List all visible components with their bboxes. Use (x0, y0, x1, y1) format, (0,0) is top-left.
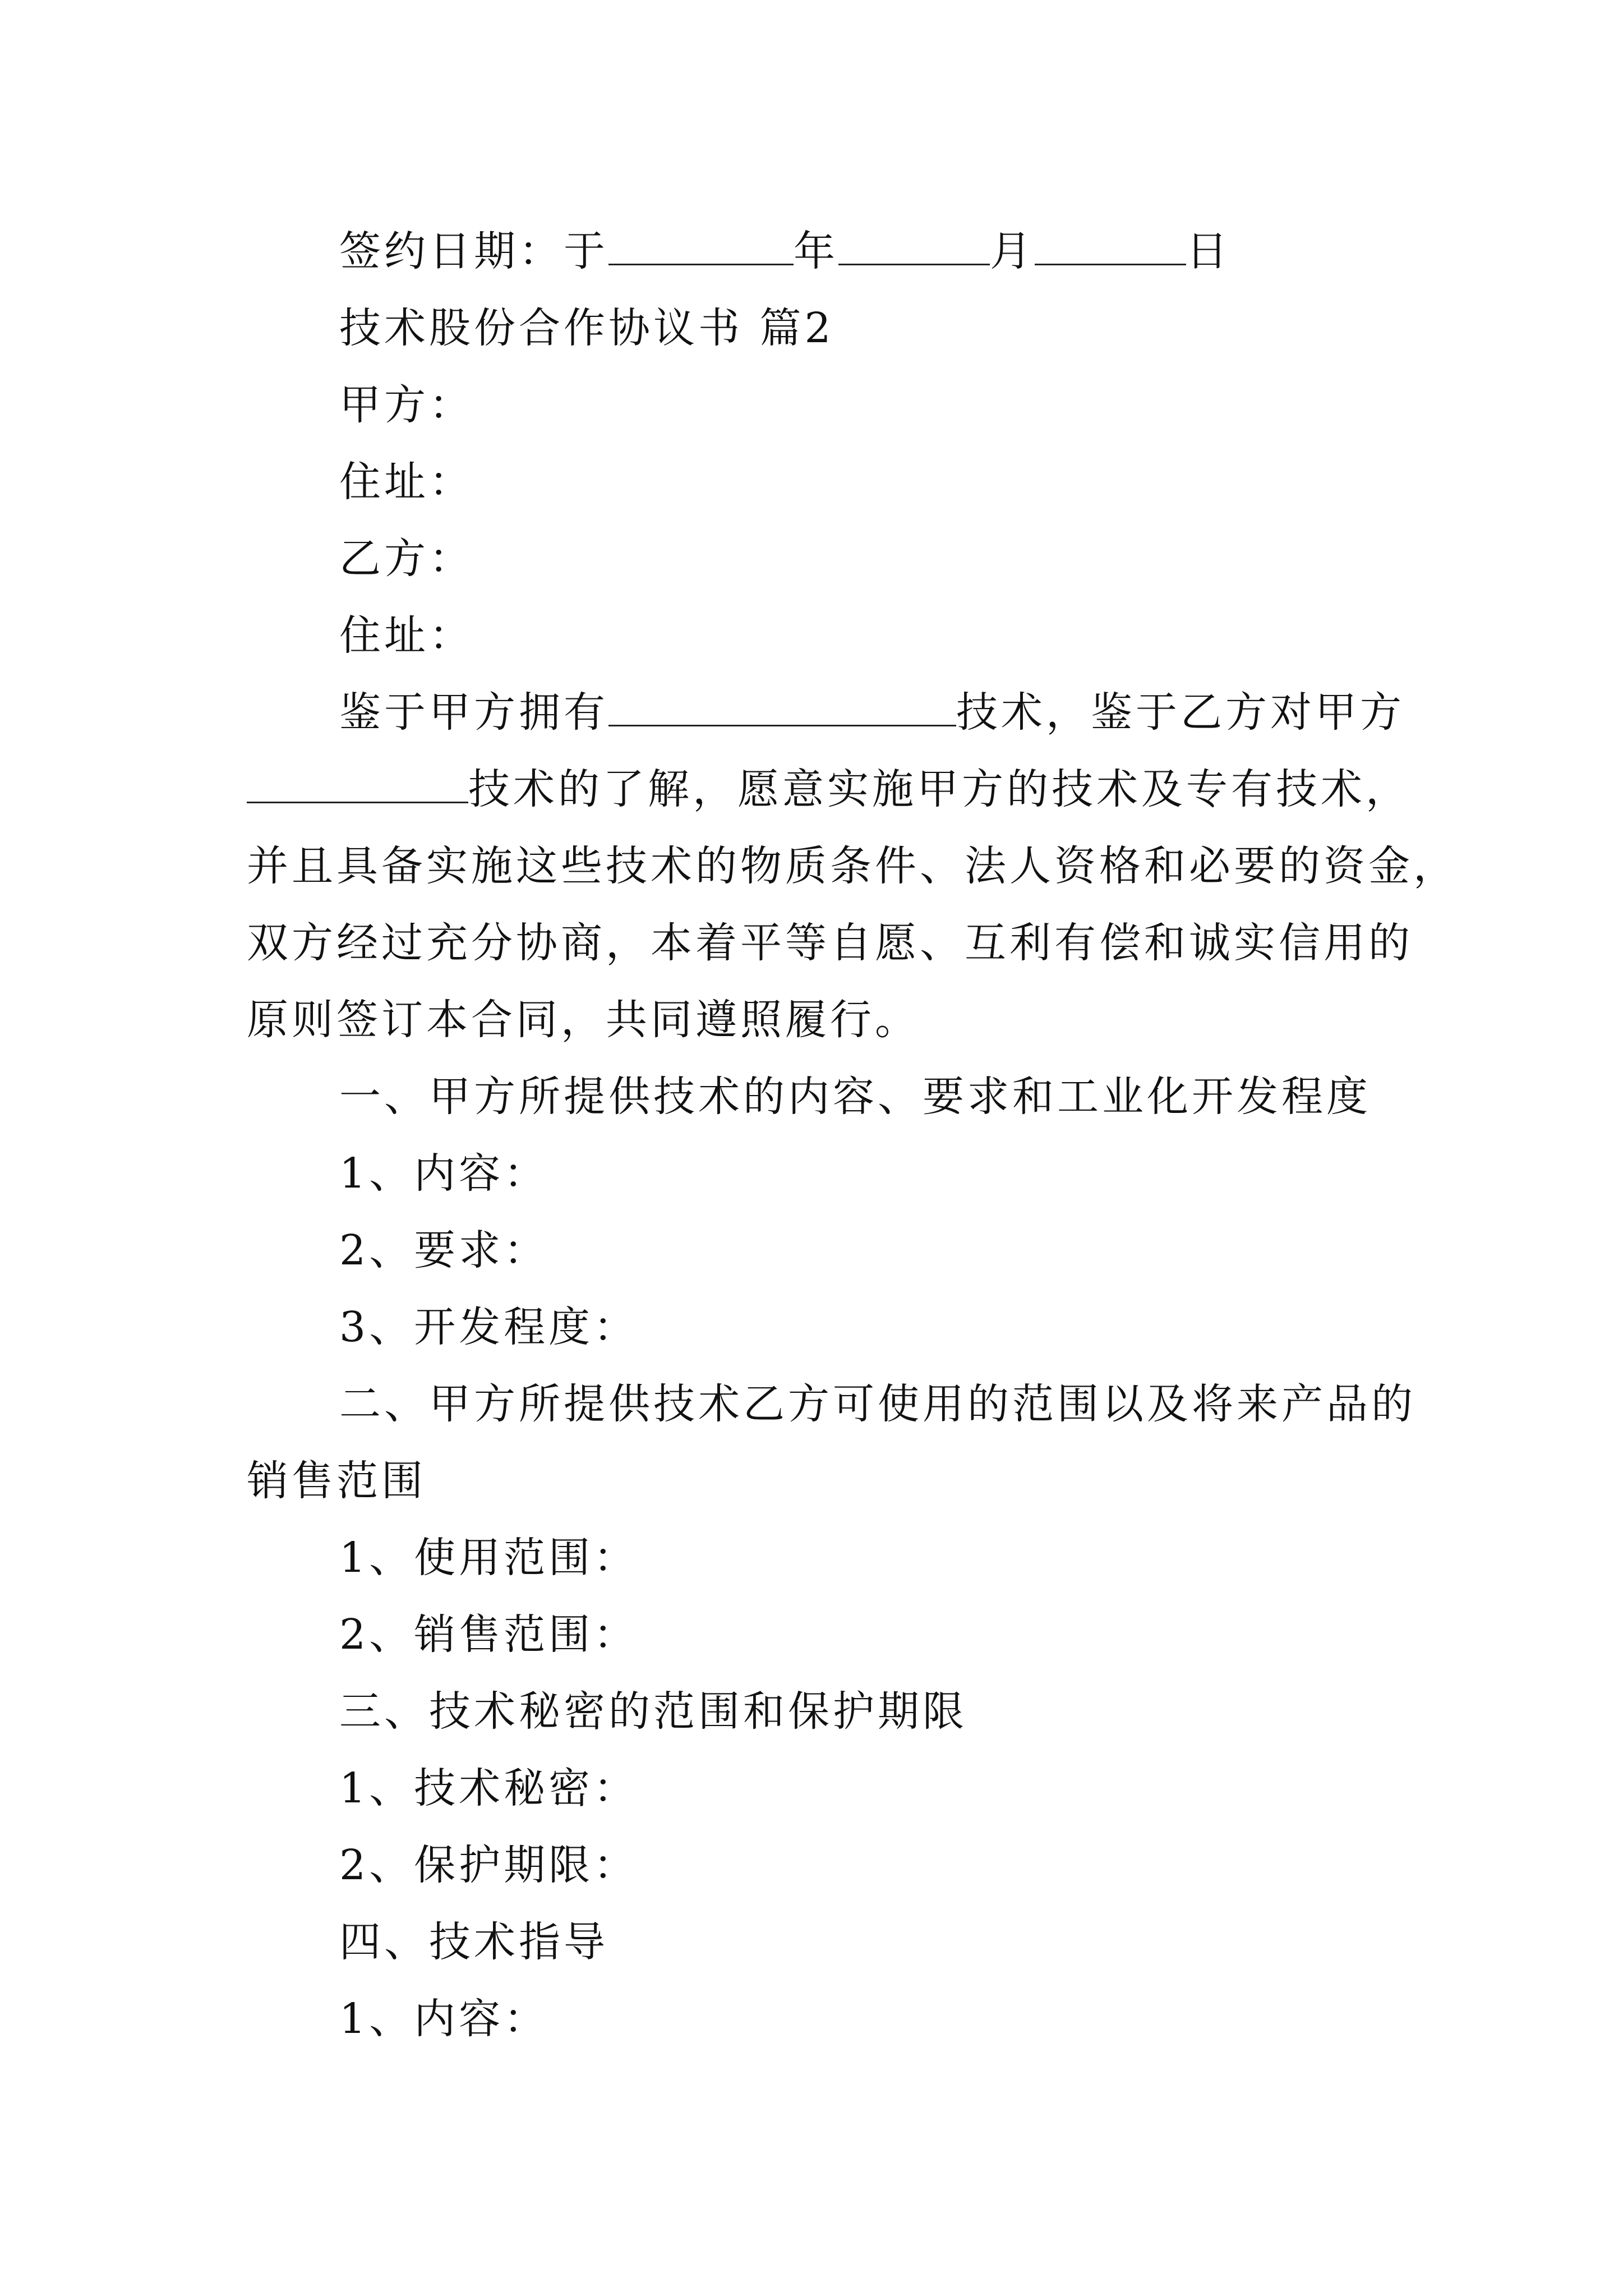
section-4-title: 四、技术指导 (339, 1918, 608, 1966)
preamble-line-3: 并且具备实施这些技术的物质条件、法人资格和必要的资金， (247, 842, 1458, 890)
preamble-line-5: 原则签订本合同，共同遵照履行。 (247, 996, 920, 1044)
section-1-title: 一、甲方所提供技术的内容、要求和工业化开发程度 (339, 1073, 1371, 1121)
sign-date-line (247, 213, 1385, 290)
sign-date-label: 签约日期：于 (339, 227, 608, 275)
day-blank (1035, 230, 1186, 265)
address-b-line: 住址： (339, 611, 474, 660)
year-label: 年 (794, 227, 838, 275)
section-2-title-line-1: 二、甲方所提供技术乙方可使用的范围以及将来产品的 (339, 1380, 1416, 1428)
address-a-line: 住址： (339, 458, 474, 506)
section-2-item-2: 2、销售范围： (339, 1611, 639, 1659)
section-1-item-2: 2、要求： (339, 1226, 549, 1274)
section-1-item-3: 3、开发程度： (339, 1303, 639, 1351)
preamble-text-1a: 鉴于甲方拥有 (339, 688, 608, 737)
document-page (247, 213, 1458, 2058)
technology-blank-1 (608, 691, 956, 726)
party-b-line: 乙方： (339, 535, 474, 583)
preamble-line-2 (247, 751, 1410, 828)
preamble-text-2: 技术的了解，愿意实施甲方的技术及专有技术， (468, 765, 1410, 813)
section-3-title: 三、技术秘密的范围和保护期限 (339, 1687, 967, 1736)
month-blank (838, 230, 990, 265)
preamble-line-1 (247, 674, 1405, 751)
party-a-line: 甲方： (339, 381, 474, 429)
contract-heading: 技术股份合作协议书 篇2 (339, 304, 834, 352)
month-label: 月 (990, 227, 1035, 275)
technology-blank-2 (247, 768, 468, 803)
year-blank (608, 230, 794, 265)
section-1-item-1: 1、内容： (339, 1149, 549, 1198)
section-3-item-2: 2、保护期限： (339, 1841, 639, 1889)
section-3-item-1: 1、技术秘密： (339, 1764, 639, 1812)
section-2-item-1: 1、使用范围： (339, 1534, 639, 1582)
section-2-title-line-2: 销售范围 (247, 1457, 426, 1505)
day-label: 日 (1186, 227, 1231, 275)
preamble-line-4: 双方经过充分协商，本着平等自愿、互利有偿和诚实信用的 (247, 919, 1413, 967)
section-4-item-1: 1、内容： (339, 1995, 549, 2043)
preamble-text-1b: 技术，鉴于乙方对甲方 (956, 688, 1405, 737)
